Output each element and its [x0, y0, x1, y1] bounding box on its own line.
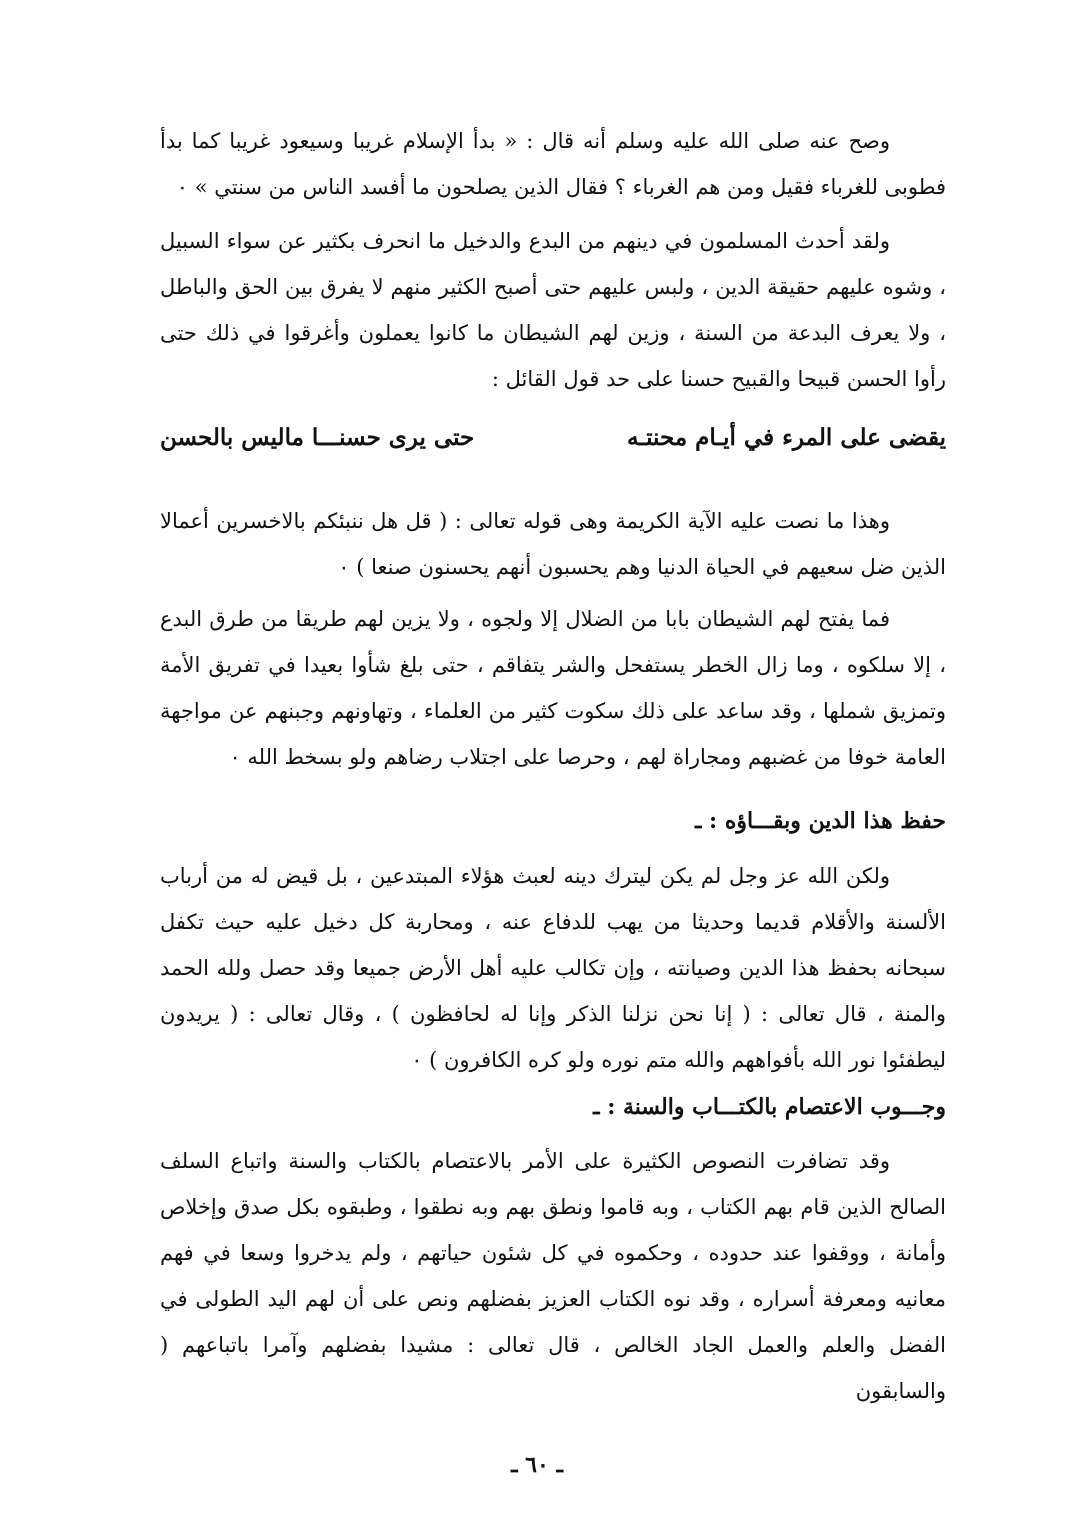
poem-first-hemistich: يقضى على المرء في أيـام محنتـه — [627, 424, 946, 451]
poem-second-hemistich: حتى يرى حسنـــا ماليس بالحسن — [160, 424, 475, 451]
page-number: ـ ٦٠ ـ — [511, 1452, 563, 1478]
heading-holding-to-book-and-sunnah: وجـــوب الاعتصام بالكتـــاب والسنة : ـ — [593, 1094, 946, 1120]
paragraph-innovations: ولقد أحدث المسلمون في دينهم من البدع والدخيل ما انحرف بكثير عن سواء السبيل ، وشوه عليهم حقيقة الدين ، ولبس عليهم حتى أصبح الكثير منهم لا يفرق بين الحق والباطل ، ولا يعرف البدعة من السنة ، وزين لهم الشيطان ما كانوا يعملون وأغرقوا في ذلك حتى رأوا الحسن قبيحا والقبيح حسنا على حد قول القائل : — [160, 229, 946, 391]
paragraph-preservation: ولكن الله عز وجل لم يكن ليترك دينه لعبث هؤلاء المبتدعين ، بل قيض له من أرباب الألسنة والأقلام قديما وحديثا من يهب للدفاع عنه ، ومحاربة كل دخيل عليه حيث تكفل سبحانه بحفظ هذا الدين وصيانته ، وإن تكالب عليه أهل الأرض جميعا وقد حصل ولله الحمد والمنة ، قال تعالى : ( إنا نحن نزلنا الذكر وإنا له لحافظون ) ، وقال تعالى : ( يريدون ليطفئوا نور الله بأفواههم والله متم نوره ولو كره الكافرون ) ٠ — [160, 864, 946, 1072]
paragraph-satan-paths: فما يفتح لهم الشيطان بابا من الضلال إلا ولجوه ، ولا يزين لهم طريقا من طرق البدع ، إلا سلكوه ، وما زال الخطر يستفحل والشر يتفاقم ، حتى بلغ شأوا بعيدا في تفريق الأمة وتمزيق شملها ، وقد ساعد على ذلك سكوت كثير من العلماء ، وتهاونهم وجبنهم عن مواجهة العامة خوفا من غضبهم ومجاراة لهم ، وحرصا على اجتلاب رضاهم ولو بسخط الله ٠ — [160, 607, 946, 769]
paragraph-quran-verse: وهذا ما نصت عليه الآية الكريمة وهى قوله تعالى : ( قل هل ننبئكم بالاخسرين أعمالا الذين ضل سعيهم في الحياة الدنيا وهم يحسبون أنهم يحسنون صنعا ) ٠ — [160, 509, 946, 579]
poem-verse — [160, 418, 946, 468]
heading-preservation-of-religion: حفظ هذا الدين وبقـــاؤه : ـ — [694, 808, 946, 834]
paragraph-holding-fast: وقد تضافرت النصوص الكثيرة على الأمر بالاعتصام بالكتاب والسنة واتباع السلف الصالح الذين قام بهم الكتاب ، وبه قاموا ونطق بهم وبه نطقوا ، وطبقوه بكل صدق وإخلاص وأمانة ، ووقفوا عند حدوده ، وحكموه في كل شئون حياتهم ، ولم يدخروا وسعا في فهم معانيه ومعرفة أسراره ، وقد نوه الكتاب العزيز بفضلهم ونص على أن لهم اليد الطولى في الفضل والعلم والعمل الجاد الخالص ، قال تعالى : مشيدا بفضلهم وآمرا باتباعهم ( والسابقون — [160, 1149, 946, 1403]
paragraph-hadith-strangers: وصح عنه صلى الله عليه وسلم أنه قال : « بدأ الإسلام غريبا وسيعود غريبا كما بدأ فطوبى للغرباء فقيل ومن هم الغرباء ؟ فقال الذين يصلحون ما أفسد الناس من سنتي » ٠ — [160, 129, 946, 199]
